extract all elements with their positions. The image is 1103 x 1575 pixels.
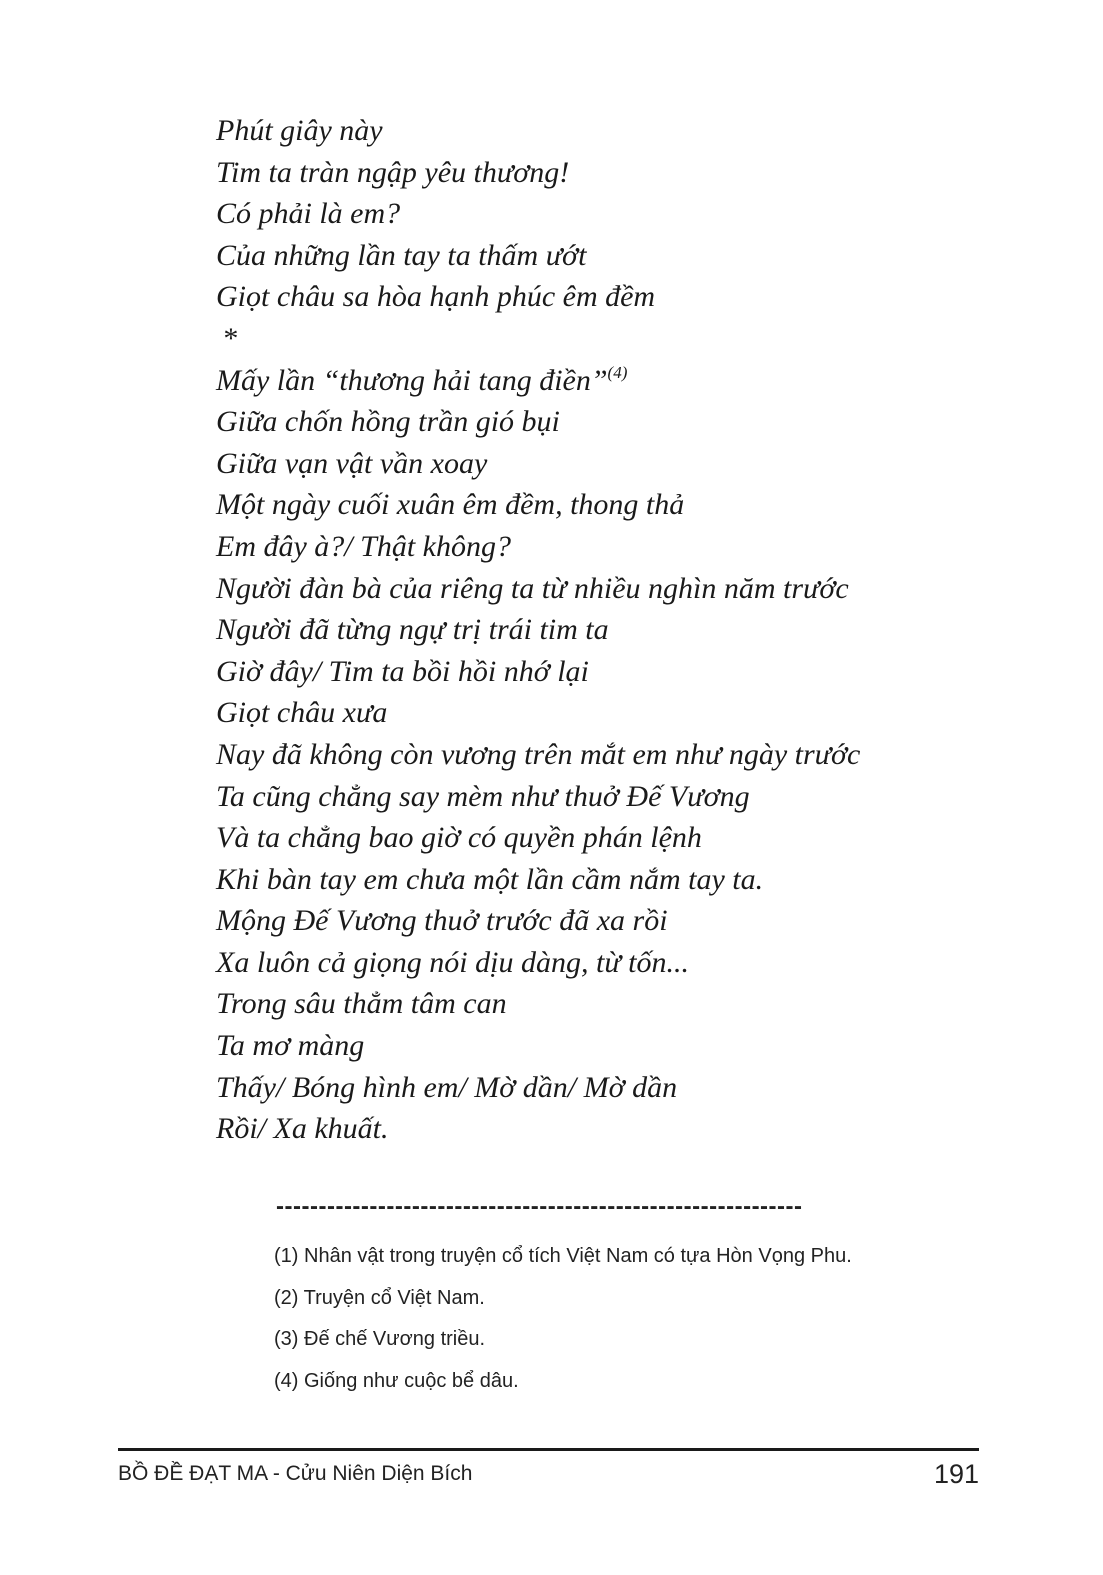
poem-line: Tim ta tràn ngập yêu thương! xyxy=(216,155,570,189)
poem-line: Xa luôn cả giọng nói dịu dàng, từ tốn... xyxy=(216,945,690,979)
poem-line: Nay đã không còn vương trên mắt em như ngày trước xyxy=(216,737,861,771)
poem-line: Ta mơ màng xyxy=(216,1029,365,1063)
poem-line: Của những lần tay ta thấm ướt xyxy=(216,238,587,272)
poem-line: Giờ đây/ Tim ta bồi hồi nhớ lại xyxy=(216,654,589,688)
poem-line: Và ta chẳng bao giờ có quyền phán lệnh xyxy=(216,821,702,855)
poem-line: Giữa chốn hồng trần gió bụi xyxy=(216,405,560,439)
poem xyxy=(216,110,1076,1150)
footnote: (1) Nhân vật trong truyện cổ tích Việt Nam có tựa Hòn Vọng Phu. xyxy=(274,1245,852,1267)
poem-line-text: Mấy lần “thương hải tang điền” xyxy=(216,363,608,397)
poem-line: Ta cũng chẳng say mèm như thuở Đế Vương xyxy=(216,779,750,813)
poem-line: Rồi/ Xa khuất. xyxy=(216,1112,389,1146)
footnote: (3) Đế chế Vương triều. xyxy=(274,1328,486,1350)
page-number: 191 xyxy=(933,1459,979,1489)
poem-line: Một ngày cuối xuân êm đềm, thong thả xyxy=(216,488,685,522)
footnotes xyxy=(274,1236,852,1402)
poem-line: Giọt châu xưa xyxy=(216,696,388,730)
poem-line: Khi bàn tay em chưa một lần cầm nắm tay ta. xyxy=(216,862,764,896)
footnote-separator: -------------------------------------------------------------- xyxy=(276,1193,803,1220)
footnote-reference: (4) xyxy=(607,362,628,382)
poem-line: Giữa vạn vật vần xoay xyxy=(216,446,488,480)
poem-line: Người đã từng ngự trị trái tim ta xyxy=(216,613,609,647)
poem-line: Phút giây này xyxy=(216,114,383,147)
running-footer-title: BỒ ĐỀ ĐẠT MA - Cửu Niên Diện Bích xyxy=(118,1462,473,1485)
poem-line: Trong sâu thẳm tâm can xyxy=(216,987,507,1021)
stanza-separator: * xyxy=(222,321,237,355)
poem-line: Em đây à?/ Thật không? xyxy=(216,529,511,563)
poem-line-with-footnote xyxy=(216,360,1076,402)
footnote: (2) Truyện cổ Việt Nam. xyxy=(274,1286,485,1309)
poem-line: Có phải là em? xyxy=(216,197,401,231)
poem-line: Giọt châu sa hòa hạnh phúc êm đềm xyxy=(216,280,656,314)
poem-line: Mộng Đế Vương thuở trước đã xa rồi xyxy=(216,904,668,938)
footer-divider xyxy=(118,1448,979,1451)
poem-line: Người đàn bà của riêng ta từ nhiều nghìn năm trước xyxy=(216,571,849,605)
poem-line: Thấy/ Bóng hình em/ Mờ dần/ Mờ dần xyxy=(216,1070,678,1104)
footnote: (4) Giống như cuộc bể dâu. xyxy=(274,1369,519,1392)
